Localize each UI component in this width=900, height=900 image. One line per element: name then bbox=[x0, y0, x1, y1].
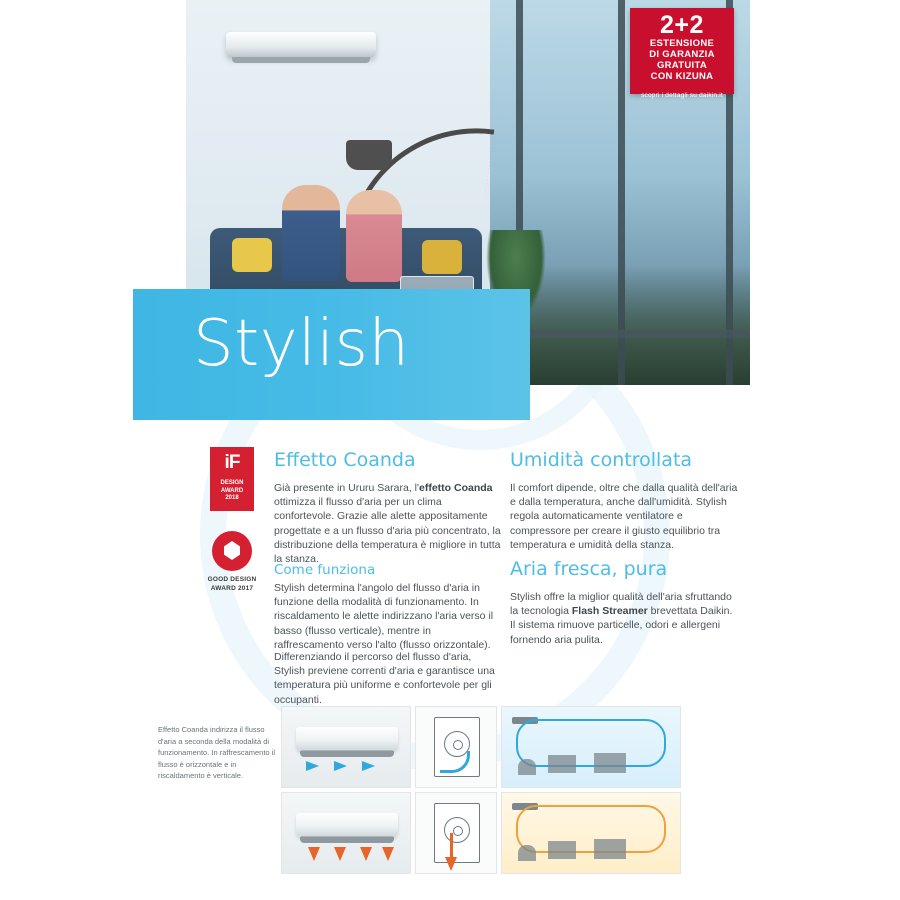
airflow-arrow-icon bbox=[360, 847, 372, 861]
if-logo-line-2: AWARD bbox=[220, 487, 244, 494]
airflow-arrow-icon bbox=[306, 761, 319, 771]
room-furniture bbox=[594, 753, 626, 773]
if-design-logo bbox=[210, 447, 254, 511]
cooling-airflow-path bbox=[516, 719, 666, 767]
indoor-unit-icon bbox=[296, 813, 398, 837]
promo-line-2: DI GARANZIA bbox=[649, 49, 715, 60]
paragraph-umidita: Il comfort dipende, oltre che dalla qualità dell'aria e dalla temperatura, anche dall'umidità. Stylish regola automaticamente ventilatore e compressore per creare il giusto equilibrio tra temperatura e umidità della stanza. bbox=[510, 482, 738, 551]
page-title: Stylish bbox=[193, 307, 410, 381]
good-design-icon bbox=[212, 531, 252, 571]
indoor-unit-icon bbox=[296, 727, 398, 751]
promo-line-4: CON KIZUNA bbox=[650, 71, 714, 82]
diagram-cell-heating-unit-photo bbox=[281, 792, 411, 874]
good-design-line-1: GOOD DESIGN bbox=[207, 576, 257, 583]
heading-umidita-controllata: Umidità controllata bbox=[510, 449, 693, 471]
air-flap-icon bbox=[300, 837, 394, 843]
airflow-arrow-icon bbox=[362, 761, 375, 771]
paragraph-aria-fresca bbox=[510, 590, 735, 647]
diagram-caption: Effetto Coanda indirizza il flusso d'aria a seconda della modalità di funzionamento. In raffrescamento il flusso è orizzontale e in riscaldamento è verticale. bbox=[158, 725, 276, 780]
heating-airflow-path bbox=[516, 805, 666, 853]
airflow-curve-icon bbox=[450, 833, 453, 859]
award-good-design bbox=[200, 531, 264, 593]
diagram-cell-cooling-schematic bbox=[415, 706, 497, 788]
diagram-cell-heating-room bbox=[501, 792, 681, 874]
person-man bbox=[282, 185, 340, 281]
coanda-text-post: ottimizza il flusso d'aria per un clima confortevole. Grazie alle alette appositamente progettate e a un flusso d'aria più concentrato, la distribuzione della temperatura è migliore in tutta la stanza. bbox=[274, 496, 501, 566]
lamp-shade bbox=[346, 140, 392, 170]
heading-effetto-coanda: Effetto Coanda bbox=[274, 449, 416, 471]
room-furniture bbox=[548, 841, 576, 859]
promo-headline: 2+2 bbox=[660, 11, 704, 39]
if-logo-line-1: DESIGN bbox=[220, 480, 244, 486]
coanda-text-pre: Già presente in Ururu Sarara, l' bbox=[274, 482, 419, 494]
window-mullion bbox=[618, 0, 625, 385]
air-flap-icon bbox=[300, 751, 394, 757]
airflow-arrow-icon bbox=[308, 847, 320, 861]
paragraph-come-funziona-1: Stylish determina l'angolo del flusso d'aria in funzione della modalità di funzionamento. In riscaldamento le alette indirizzano l'aria verso il basso (flusso verticale), mentre in raffrescamento verso l'alto (flusso orizzontale). bbox=[274, 582, 494, 651]
promo-subtext: scopri i dettagli su daikin.it bbox=[641, 92, 723, 99]
paragraph-effetto-coanda bbox=[274, 481, 504, 566]
if-logo-mark: iF bbox=[224, 452, 240, 473]
promo-line-3: GRATUITA bbox=[656, 60, 708, 71]
airflow-arrow-icon bbox=[334, 761, 347, 771]
fan-schematic-icon bbox=[434, 803, 480, 863]
room-occupant bbox=[518, 759, 536, 775]
cushion-yellow bbox=[232, 238, 272, 272]
room-furniture bbox=[594, 839, 626, 859]
heading-aria-fresca: Aria fresca, pura bbox=[510, 558, 668, 580]
coanda-text-bold: effetto Coanda bbox=[419, 482, 493, 494]
room-furniture bbox=[548, 755, 576, 773]
aria-text-pre: Stylish offre la miglior qualità dell'aria sfruttando la tecnologia bbox=[510, 591, 732, 618]
heading-come-funziona: Come funziona bbox=[274, 562, 376, 578]
airflow-arrow-icon bbox=[445, 857, 457, 871]
room-occupant bbox=[518, 845, 536, 861]
airflow-arrow-icon bbox=[382, 847, 394, 861]
cushion-yellow bbox=[422, 240, 462, 274]
diagram-cell-cooling-unit-photo bbox=[281, 706, 411, 788]
aria-text-post: brevettata Daikin. Il sistema rimuove particelle, odori e allergeni fornendo aria pulita. bbox=[510, 605, 733, 646]
award-if-design bbox=[204, 447, 260, 511]
promo-badge[interactable] bbox=[630, 8, 734, 94]
diagram-cell-heating-schematic bbox=[415, 792, 497, 874]
airflow-arrow-icon bbox=[334, 847, 346, 861]
paragraph-come-funziona-2: Differenziando il percorso del flusso d'aria, Stylish previene correnti d'aria e garantisce una temperatura più uniforme e confortevole per gli occupanti. bbox=[274, 651, 495, 706]
wall-mounted-ac-unit bbox=[226, 32, 376, 58]
person-woman bbox=[346, 190, 402, 282]
if-logo-line-3: 2018 bbox=[225, 495, 239, 501]
fan-circle-icon bbox=[444, 817, 470, 843]
diagram-cell-cooling-room bbox=[501, 706, 681, 788]
aria-text-bold: Flash Streamer bbox=[571, 605, 648, 618]
promo-line-1: ESTENSIONE bbox=[649, 38, 715, 49]
title-band bbox=[133, 289, 530, 420]
good-design-line-2: AWARD 2017 bbox=[210, 585, 254, 592]
